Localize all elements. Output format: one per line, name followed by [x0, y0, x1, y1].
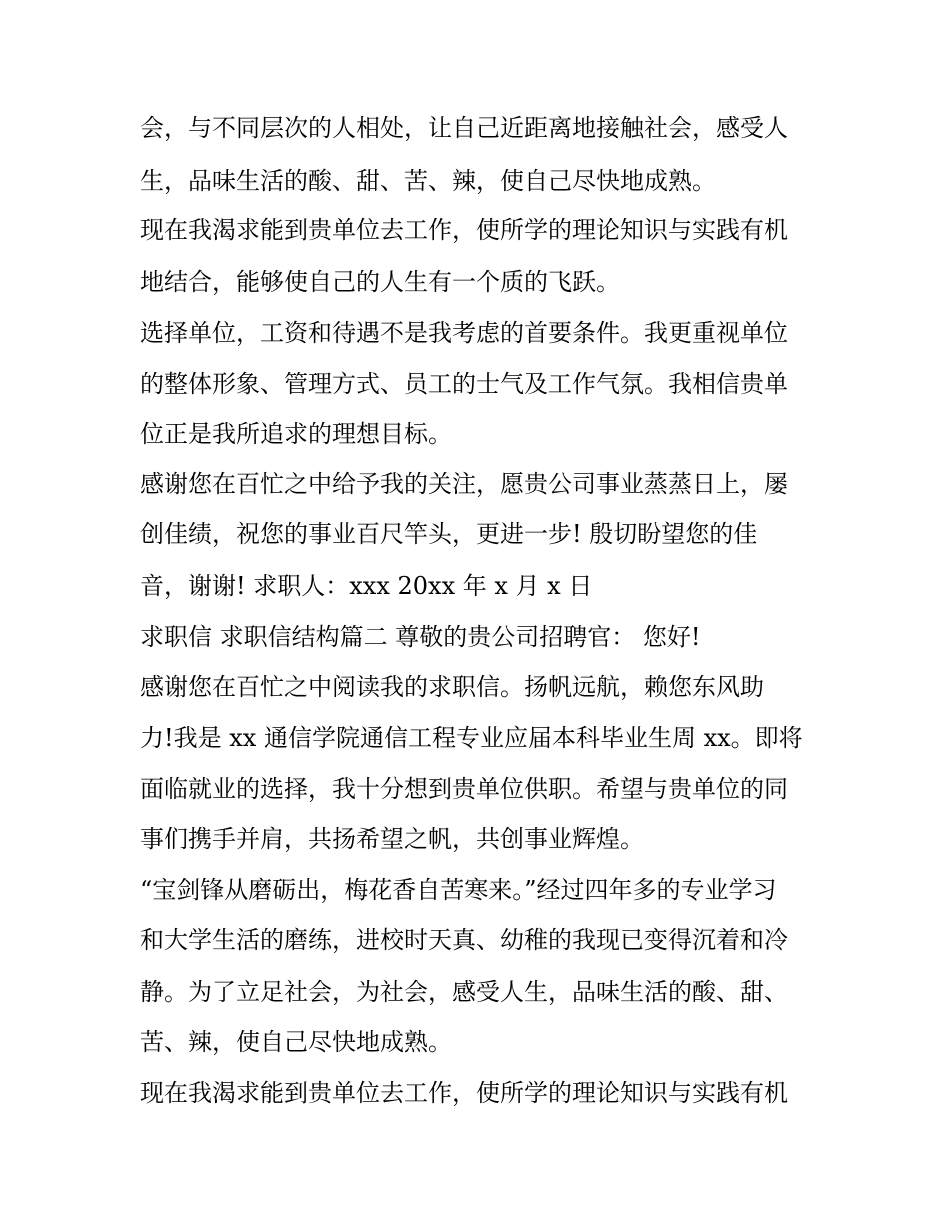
- text-line: 位正是我所追求的理想目标。: [140, 420, 452, 448]
- text-line: 力!我是 xx 通信学院通信工程专业应届本科毕业生周 xx。即将: [140, 724, 803, 752]
- text-line: 静。为了立足社会，为社会，感受人生，品味生活的酸、甜、: [140, 978, 788, 1006]
- text-line: 面临就业的选择，我十分想到贵单位供职。希望与贵单位的同: [140, 775, 788, 803]
- text-line: 苦、辣，使自己尽快地成熟。: [140, 1028, 452, 1056]
- text-line: 感谢您在百忙之中给予我的关注，愿贵公司事业蒸蒸日上，屡: [140, 470, 788, 498]
- text-line: 求职信 求职信结构篇二 尊敬的贵公司招聘官： 您好!: [140, 623, 701, 651]
- text-line: 现在我渴求能到贵单位去工作，使所学的理论知识与实践有机: [140, 216, 788, 244]
- text-line: 创佳绩，祝您的事业百尺竿头，更进一步! 殷切盼望您的佳: [140, 520, 758, 548]
- text-line: 的整体形象、管理方式、员工的士气及工作气氛。我相信贵单: [140, 370, 788, 398]
- text-line: “宝剑锋从磨砺出，梅花香自苦寒来。”经过四年多的专业学习: [140, 876, 777, 904]
- text-line: 事们携手并肩，共扬希望之帆，共创事业辉煌。: [140, 825, 644, 853]
- text-line: 现在我渴求能到贵单位去工作，使所学的理论知识与实践有机: [140, 1079, 788, 1107]
- text-line: 和大学生活的磨练，进校时天真、幼稚的我现已变得沉着和冷: [140, 926, 788, 954]
- text-line: 地结合，能够使自己的人生有一个质的飞跃。: [140, 268, 620, 296]
- text-line: 会，与不同层次的人相处，让自己近距离地接触社会，感受人: [140, 114, 788, 142]
- text-line: 选择单位，工资和待遇不是我考虑的首要条件。我更重视单位: [140, 319, 788, 347]
- text-line: 感谢您在百忙之中阅读我的求职信。扬帆远航，赖您东风助: [140, 673, 764, 701]
- text-line: 音，谢谢! 求职人：xxx 20xx 年 x 月 x 日: [140, 572, 593, 600]
- text-line: 生，品味生活的酸、甜、苦、辣，使自己尽快地成熟。: [140, 167, 716, 195]
